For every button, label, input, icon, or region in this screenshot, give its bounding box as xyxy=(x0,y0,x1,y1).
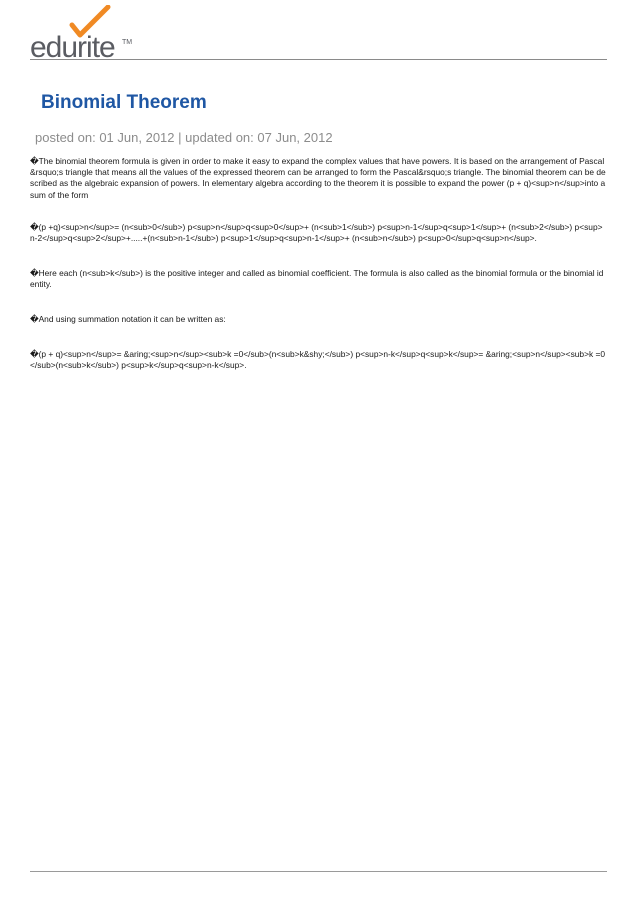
post-dates: posted on: 01 Jun, 2012 | updated on: 07 Jun, 2012 xyxy=(35,130,333,145)
paragraph-coefficient: �Here each (n<sub>k</sub>) is the positive integer and called as binomial coefficient. The formula is also called as the binomial formula or the binomial identity. xyxy=(30,268,604,290)
trademark-mark: TM xyxy=(122,39,133,46)
edurite-logo[interactable] xyxy=(30,5,133,65)
paragraph-intro: �The binomial theorem formula is given in order to make it easy to expand the complex values that have powers. It is based on the arrangement of Pascal&rsquo;s triangle that means all the values of the expressed theorem can be arranged to form the Pascal&rsquo;s triangle. The binomial theorem can be described as the algebraic expansion of powers. In elementary algebra according to the theorem it is possible to expand the power (p + q)<sup>n</sup>into a sum of the form xyxy=(30,156,606,200)
page-title: Binomial Theorem xyxy=(41,92,207,113)
paragraph-expansion-formula: �(p +q)<sup>n</sup>= (n<sub>0</sub>) p<sup>n</sup>q<sup>0</sup>+ (n<sub>1</sub>) p<sup>n-1</sup>q<sup>1</sup>+ (n<sub>2</sub>) p<sup>n-2</sup>q<sup>2</sup>+.....+(n<sub>n-1</sub>) p<sup>1</sup>q<sup>n-1</sup>+ (n<sub>n</sub>) p<sup>0</sup>q<sup>n</sup>. xyxy=(30,222,603,244)
paragraph-summation-formula: �(p + q)<sup>n</sup>= &aring;<sup>n</sup><sub>k =0</sub>(n<sub>k&shy;</sub>) p<sup>n-k</sup>q<sup>k</sup>= &aring;<sup>n</sup><sub>k =0</sub>(n<sub>k</sub>) p<sup>k</sup>q<sup>n-k</sup>. xyxy=(30,349,606,371)
paragraph-summation-intro: �And using summation notation it can be written as: xyxy=(30,314,226,324)
footer-divider xyxy=(30,871,607,872)
header-divider xyxy=(30,59,607,60)
logo-wordmark: edurite xyxy=(30,31,115,64)
